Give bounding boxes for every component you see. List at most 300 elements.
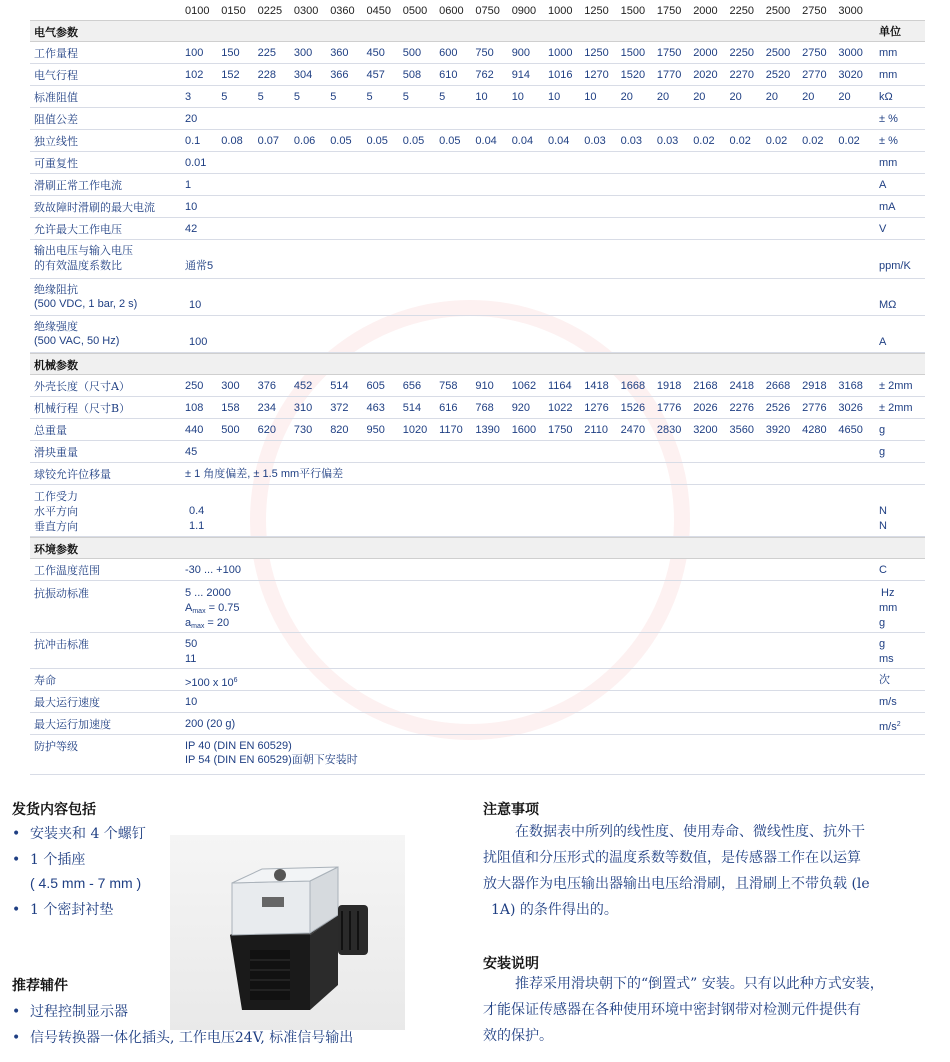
- row-value: 758: [439, 380, 458, 392]
- label-line: 水平方向: [34, 505, 78, 518]
- row-value: 234: [257, 402, 276, 414]
- section-electrical: [30, 20, 925, 42]
- row-value: 11: [185, 653, 197, 665]
- row-joint: [30, 463, 925, 485]
- row-value: 20: [802, 91, 815, 103]
- notes-line: 在数据表中所列的线性度、使用寿命、微线性度、抗外干: [515, 824, 865, 840]
- row-value: 1170: [439, 424, 463, 436]
- model-column-header: 0225: [257, 5, 283, 17]
- row-unit: g: [879, 424, 886, 436]
- row-label: 电气行程: [34, 69, 78, 82]
- row-value: 102: [185, 69, 204, 81]
- row-value: 158: [221, 402, 240, 414]
- row-value: 2418: [729, 380, 754, 392]
- row-slider-weight: [30, 441, 925, 463]
- row-value: 20: [729, 91, 742, 103]
- row-label: 抗冲击标准: [34, 638, 89, 651]
- row-value: 5: [366, 91, 373, 103]
- model-column-header: 1250: [584, 5, 609, 17]
- label-line: (500 VAC, 50 Hz): [34, 335, 120, 347]
- row-value: 2276: [729, 402, 754, 414]
- row-value: 820: [330, 424, 349, 436]
- row-value: 0.05: [439, 135, 461, 147]
- row-wiper-current: [30, 174, 925, 196]
- row-max-wiper-current: [30, 196, 925, 218]
- row-value: 300: [293, 47, 313, 59]
- row-value: 通常5: [185, 260, 214, 272]
- value-superscript: 6: [233, 677, 238, 684]
- model-column-header: 2500: [765, 5, 791, 17]
- install-line: 才能保证传感器在各种使用环境中密封钢带对检测元件提供有: [483, 1002, 861, 1018]
- row-label: [34, 319, 119, 349]
- row-value: 1526: [620, 402, 646, 414]
- model-column-header: 1500: [620, 5, 646, 17]
- row-value: 1164: [548, 380, 572, 392]
- value-part: >100 x 10: [185, 677, 234, 689]
- row-value: 0.04: [548, 135, 570, 147]
- connector-photo: [170, 835, 405, 1030]
- label-line: 的有效温度系数比: [34, 259, 122, 272]
- row-unit: ± 2mm: [879, 402, 913, 414]
- row-value: 304: [293, 69, 313, 81]
- row-value: 2500: [765, 47, 791, 59]
- bullet: •: [12, 826, 21, 842]
- row-value: IP 54 (DIN EN 60529)面朝下安装时: [185, 754, 358, 766]
- row-value: 2110: [584, 424, 608, 436]
- row-unit: A: [879, 336, 887, 348]
- model-column-header: 0600: [439, 5, 464, 17]
- row-label: 标准阻值: [34, 91, 78, 104]
- row-value: 0.07: [257, 135, 280, 147]
- row-value: 656: [402, 380, 422, 392]
- row-tolerance: [30, 108, 925, 130]
- row-value: 20: [620, 91, 633, 103]
- row-value: 605: [366, 380, 385, 392]
- row-label: 最大运行加速度: [34, 718, 111, 731]
- row-life: [30, 669, 925, 691]
- model-column-header: 0450: [366, 5, 391, 17]
- row-value: 228: [257, 69, 276, 81]
- row-label: 总重量: [34, 424, 67, 437]
- row-unit: 次: [879, 674, 890, 686]
- row-value: 10: [185, 696, 198, 708]
- row-value: 5: [439, 91, 446, 103]
- accessories-title: 推荐辅件: [12, 978, 68, 994]
- bullet: •: [12, 1004, 21, 1020]
- row-value: 500: [402, 47, 422, 59]
- row-value: 42: [185, 223, 198, 235]
- notes-title: 注意事项: [483, 802, 539, 818]
- row-vibration: [30, 581, 925, 633]
- row-weight: [30, 419, 925, 441]
- row-value: [185, 673, 238, 691]
- row-value: 0.03: [584, 135, 606, 147]
- row-value: 1270: [584, 69, 609, 81]
- model-column-header: 0150: [221, 5, 246, 17]
- row-value: 376: [257, 380, 276, 392]
- row-value: 100: [185, 47, 204, 59]
- value-part: = 0.75: [205, 602, 240, 614]
- row-unit: g: [879, 617, 886, 629]
- row-value: 0.04: [475, 135, 497, 147]
- row-value: 750: [475, 47, 494, 59]
- row-protection: [30, 735, 925, 775]
- row-value: 4650: [838, 424, 863, 436]
- row-value: 920: [511, 402, 531, 414]
- row-value: 5: [402, 91, 409, 103]
- row-value: -30 ... +100: [185, 564, 241, 576]
- row-range: [30, 42, 925, 64]
- delivery-item-text: 安装夹和 4 个螺钉: [30, 826, 146, 842]
- row-value: 1770: [656, 69, 682, 81]
- label-line: 绝缘强度: [34, 320, 78, 333]
- row-max-speed: [30, 691, 925, 713]
- notes-line: 1A) 的条件得出的。: [491, 902, 618, 918]
- row-value: 5: [221, 91, 228, 103]
- row-mech-travel: [30, 397, 925, 419]
- row-value: 2526: [765, 402, 791, 414]
- row-value: 0.05: [366, 135, 388, 147]
- row-temp-range: [30, 559, 925, 581]
- delivery-item-text: 1 个插座: [30, 852, 86, 868]
- row-label: 可重复性: [34, 157, 78, 170]
- row-unit: [879, 717, 901, 735]
- label-line: 绝缘阻抗: [34, 283, 78, 296]
- row-value: 0.04: [511, 135, 534, 147]
- row-label: 工作温度范围: [34, 564, 100, 577]
- row-unit: m/s: [879, 696, 897, 708]
- model-column-header: 1000: [548, 5, 573, 17]
- section-mechanical: [30, 353, 925, 375]
- row-value: 514: [402, 402, 422, 414]
- row-value: 5: [293, 91, 301, 103]
- row-value: 0.03: [620, 135, 643, 147]
- row-value: 600: [439, 47, 458, 59]
- row-label: 滑刷正常工作电流: [34, 179, 122, 192]
- value-subscript: max: [191, 623, 205, 630]
- row-value: 200 (20 g): [185, 718, 236, 730]
- model-column-header: 0300: [293, 5, 319, 17]
- value-subscript: max: [192, 608, 206, 615]
- row-unit: C: [879, 564, 887, 576]
- row-value: 514: [330, 380, 349, 392]
- row-linearity: [30, 130, 925, 152]
- row-unit: mm: [879, 602, 898, 614]
- row-value: 457: [366, 69, 385, 81]
- row-value: 20: [693, 91, 706, 103]
- notes-text: [483, 819, 943, 923]
- row-value: 50: [185, 638, 198, 650]
- row-value: 2520: [765, 69, 791, 81]
- row-value: [185, 616, 229, 634]
- row-unit: kΩ: [879, 91, 893, 103]
- install-line: 效的保护。: [483, 1028, 553, 1044]
- row-value: 2026: [693, 402, 718, 414]
- row-value: 0.05: [330, 135, 352, 147]
- bottom-section: [0, 795, 950, 1062]
- row-unit: ± %: [879, 113, 898, 125]
- row-label: 滑块重量: [34, 446, 78, 459]
- row-label: 独立线性: [34, 135, 78, 148]
- row-value: 360: [330, 47, 349, 59]
- row-value: 152: [221, 69, 240, 81]
- row-value: 1600: [511, 424, 537, 436]
- row-value: 10: [548, 91, 561, 103]
- row-value: 1918: [656, 380, 682, 392]
- row-value: 10: [475, 91, 488, 103]
- row-value: 300: [221, 380, 240, 392]
- row-value: 0.02: [765, 135, 788, 147]
- row-value: 762: [475, 69, 494, 81]
- row-value: 2750: [802, 47, 827, 59]
- connector-plug-icon: [170, 835, 405, 1030]
- model-column-header: 2750: [802, 5, 827, 17]
- model-column-header: 1750: [656, 5, 682, 17]
- accessory-item: [12, 1001, 128, 1021]
- row-value: 0.03: [656, 135, 679, 147]
- row-unit: A: [879, 179, 887, 191]
- row-value: 3026: [838, 402, 863, 414]
- row-value: 0.02: [693, 135, 715, 147]
- row-value: 250: [185, 380, 204, 392]
- row-value: 5 ... 2000: [185, 587, 231, 599]
- row-value: 45: [185, 446, 198, 458]
- row-value: 3000: [838, 47, 863, 59]
- row-value: 508: [402, 69, 422, 81]
- row-value: 10: [189, 299, 202, 311]
- row-value: 2168: [693, 380, 718, 392]
- delivery-item-text: 1 个密封衬垫: [30, 902, 114, 918]
- row-insulation-strength: [30, 316, 925, 353]
- row-value: 310: [293, 402, 313, 414]
- row-value: 3168: [838, 380, 863, 392]
- model-column-header: 2000: [693, 5, 718, 17]
- label-line: 输出电压与输入电压: [34, 244, 133, 257]
- row-value: 2776: [802, 402, 827, 414]
- row-label: 致故障时滑刷的最大电流: [34, 201, 155, 214]
- row-label: 允许最大工作电压: [34, 223, 122, 236]
- row-value: 3200: [693, 424, 718, 436]
- row-value: 372: [330, 402, 349, 414]
- row-label: 机械行程（尺寸B）: [34, 402, 131, 415]
- row-value: 0.02: [838, 135, 860, 147]
- row-value: 3560: [729, 424, 754, 436]
- notes-line: 放大器作为电压输出器输出电压给滑刷，且滑刷上不带负载 (le: [483, 876, 870, 892]
- row-value: 1022: [548, 402, 573, 414]
- row-value: 0.08: [221, 135, 243, 147]
- spec-table: [30, 0, 925, 775]
- row-value: 366: [330, 69, 349, 81]
- row-value: 914: [511, 69, 531, 81]
- row-unit: ms: [879, 653, 894, 665]
- row-label: 抗振动标准: [34, 587, 89, 600]
- model-column-header: 2250: [729, 5, 754, 17]
- row-value: 2270: [729, 69, 754, 81]
- accessory-item-text: 信号转换器一体化插头, 工作电压24V, 标准信号输出: [30, 1030, 354, 1046]
- bullet: •: [12, 1030, 21, 1046]
- row-value: 20: [765, 91, 779, 103]
- model-column-header: 3000: [838, 5, 863, 17]
- row-value: 225: [257, 47, 276, 59]
- row-value: 0.4: [189, 505, 205, 517]
- row-value: 1000: [548, 47, 573, 59]
- row-unit: g: [879, 638, 886, 650]
- row-value: 1750: [548, 424, 573, 436]
- row-value: 5: [257, 91, 264, 103]
- row-value: 2918: [802, 380, 827, 392]
- row-value: 1668: [620, 380, 646, 392]
- row-label: [34, 489, 78, 534]
- delivery-item: [12, 899, 113, 919]
- row-value: 0.01: [185, 157, 207, 169]
- row-value: 1.1: [189, 520, 205, 532]
- row-unit: g: [879, 446, 886, 458]
- model-column-header: 0750: [475, 5, 500, 17]
- row-value: 3020: [838, 69, 863, 81]
- accessory-item-text: 过程控制显示器: [30, 1004, 128, 1020]
- accessory-item: [12, 1027, 353, 1047]
- section-title: 电气参数: [34, 26, 78, 39]
- row-value: 2470: [620, 424, 646, 436]
- row-value: 20: [656, 91, 670, 103]
- row-value: 10: [185, 201, 198, 213]
- value-part: a: [185, 617, 192, 629]
- row-value: 1250: [584, 47, 609, 59]
- row-unit: ppm/K: [879, 260, 911, 272]
- row-value: 610: [439, 69, 458, 81]
- label-line: 工作受力: [34, 490, 78, 503]
- section-title: 机械参数: [34, 359, 78, 372]
- row-value: 10: [511, 91, 524, 103]
- model-header-row: [30, 0, 925, 20]
- row-value: 10: [584, 91, 597, 103]
- row-unit: V: [879, 223, 887, 235]
- delivery-item: [12, 849, 85, 869]
- install-line: 推荐采用滑块朝下的“倒置式” 安装。只有以此种方式安装，: [515, 976, 884, 992]
- row-unit: ± %: [879, 135, 898, 147]
- value-part: = 20: [204, 617, 230, 629]
- row-insulation-resistance: [30, 279, 925, 316]
- unit-header: 单位: [879, 26, 901, 38]
- label-line: (500 VDC, 1 bar, 2 s): [34, 298, 138, 310]
- row-value: 1500: [620, 47, 646, 59]
- row-value: 1: [185, 179, 192, 191]
- row-value: 440: [185, 424, 204, 436]
- row-temp-coeff: [30, 240, 925, 279]
- row-value: 616: [439, 402, 458, 414]
- row-value: 910: [475, 380, 494, 392]
- row-value: 2830: [656, 424, 682, 436]
- row-value: 108: [185, 402, 204, 414]
- model-column-header: 0900: [511, 5, 537, 17]
- install-text: [483, 971, 943, 1049]
- row-label: 寿命: [34, 674, 56, 687]
- row-value: 1016: [548, 69, 573, 81]
- label-line: 垂直方向: [34, 520, 78, 533]
- model-column-header: 0500: [402, 5, 428, 17]
- delivery-title: 发货内容包括: [12, 802, 96, 818]
- row-value: 450: [366, 47, 385, 59]
- row-unit: mm: [879, 157, 898, 169]
- row-value: 2770: [802, 69, 827, 81]
- row-value: 463: [366, 402, 385, 414]
- row-value: 1776: [656, 402, 682, 414]
- bullet: •: [12, 902, 21, 918]
- row-shock: [30, 633, 925, 669]
- row-unit: mm: [879, 69, 898, 81]
- row-value: 950: [366, 424, 385, 436]
- unit-superscript: 2: [896, 721, 901, 728]
- section-environment: [30, 537, 925, 559]
- delivery-item-detail: ( 4.5 mm - 7 mm ): [30, 875, 142, 891]
- row-label: 球铰允许位移量: [34, 468, 111, 481]
- row-value: 900: [511, 47, 531, 59]
- row-unit: mA: [879, 201, 896, 213]
- row-value: 452: [293, 380, 313, 392]
- model-column-header: 0100: [185, 5, 210, 17]
- row-value: 1418: [584, 380, 609, 392]
- row-value: 768: [475, 402, 494, 414]
- row-value: 0.1: [185, 135, 201, 147]
- row-label: 阻值公差: [34, 113, 78, 126]
- row-max-voltage: [30, 218, 925, 240]
- row-value: 2250: [729, 47, 754, 59]
- row-value: 2668: [765, 380, 791, 392]
- row-value: 1276: [584, 402, 609, 414]
- row-unit: Hz: [881, 587, 895, 599]
- row-value: 3920: [765, 424, 791, 436]
- row-value: 1390: [475, 424, 500, 436]
- row-value: 2020: [693, 69, 718, 81]
- row-value: 1750: [656, 47, 682, 59]
- row-value: 20: [838, 91, 851, 103]
- row-value: 5: [330, 91, 337, 103]
- row-value: 0.06: [293, 135, 316, 147]
- row-value: 0.02: [729, 135, 751, 147]
- row-value: 620: [257, 424, 276, 436]
- row-resistance: [30, 86, 925, 108]
- row-max-accel: [30, 713, 925, 735]
- row-length-a: [30, 375, 925, 397]
- row-value: 1520: [620, 69, 646, 81]
- install-title: 安装说明: [483, 956, 539, 972]
- row-value: IP 40 (DIN EN 60529): [185, 740, 292, 752]
- row-value: 0.05: [402, 135, 425, 147]
- row-value: 100: [189, 336, 208, 348]
- row-unit: ± 2mm: [879, 380, 913, 392]
- notes-line: 扰阻值和分压形式的温度系数等数值，是传感器工作在以运算: [483, 850, 861, 866]
- model-column-header: 0360: [330, 5, 355, 17]
- row-label: 工作量程: [34, 47, 78, 60]
- row-unit: mm: [879, 47, 898, 59]
- row-value: 1020: [402, 424, 428, 436]
- row-unit: N: [879, 520, 887, 532]
- row-value: 2000: [693, 47, 718, 59]
- row-value: 150: [221, 47, 240, 59]
- row-label: 外壳长度（尺寸A）: [34, 380, 130, 393]
- row-value: ± 1 角度偏差, ± 1.5 mm平行偏差: [185, 468, 344, 480]
- row-label: 最大运行速度: [34, 696, 100, 709]
- row-repeatability: [30, 152, 925, 174]
- row-label: [34, 243, 133, 273]
- row-label: 防护等级: [34, 740, 78, 753]
- row-unit: MΩ: [879, 299, 897, 311]
- row-value: 0.02: [802, 135, 824, 147]
- bullet: •: [12, 852, 21, 868]
- row-value: 20: [185, 113, 198, 125]
- delivery-item: [12, 823, 146, 843]
- row-label: [34, 282, 137, 312]
